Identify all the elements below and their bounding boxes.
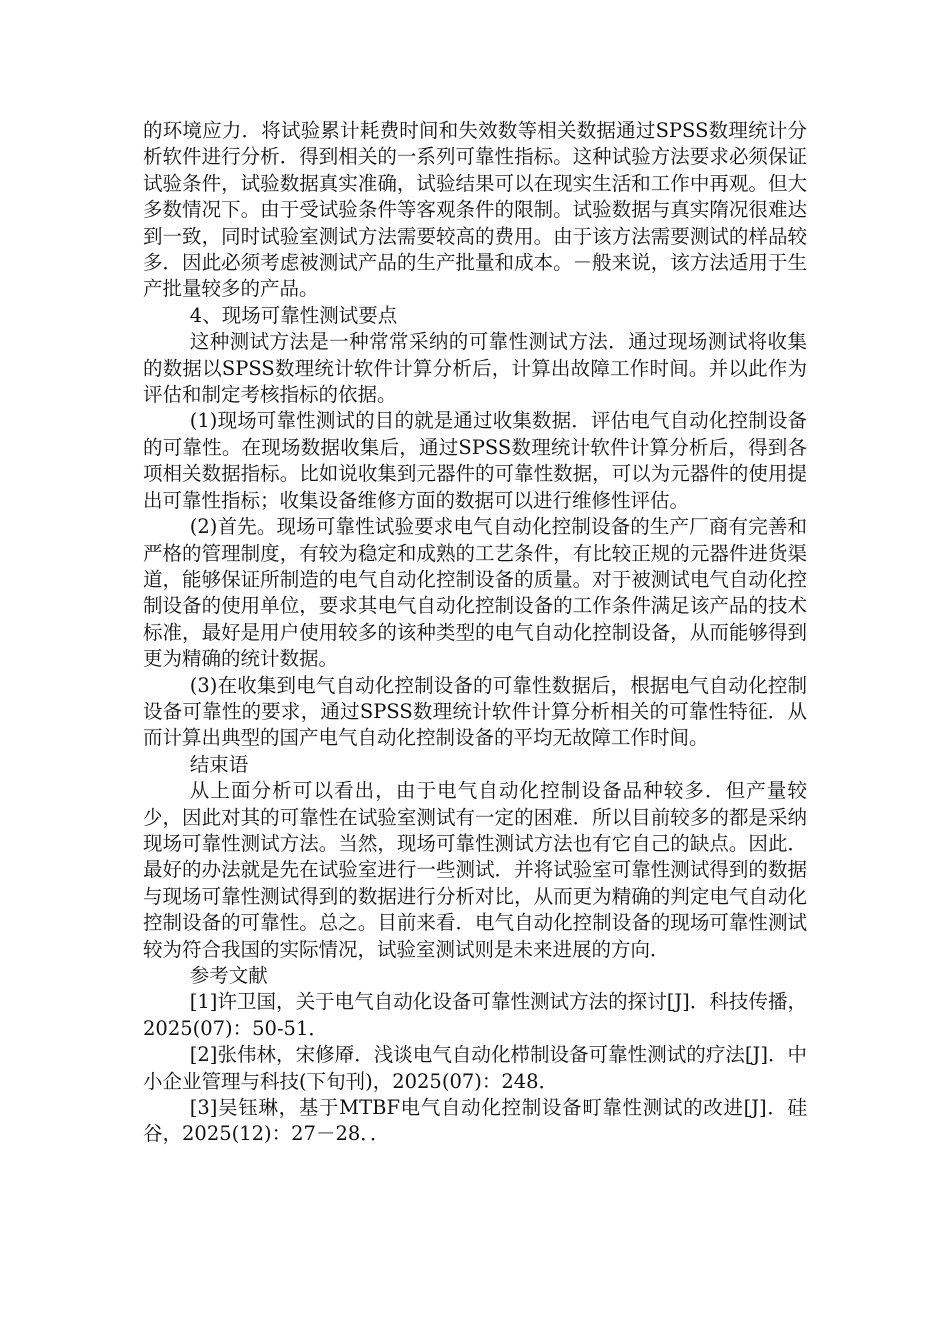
paragraph-continuation: 的环境应力．将试验累计耗费时间和失效数等相关数据通过SPSS数理统计分析软件进行分析．得到相关的一系列可靠性指标。这种试验方法要求必须保证试验条件，试验数据真实准确，试验结果可以在现实生活和工作中再观。但大多数情况下。由于受试验条件等客观条件的限制。试验数据与真实隋况很难达到一致，同时试验室测试方法需要较高的费用。由于该方法需要测试的样品较多．因此必须考虑被测试产品的生产批量和成本。－般来说，该方法适用于生产批量较多的产品。 (143, 119, 807, 301)
section-heading-field-test: 4、现场可靠性测试要点 (189, 303, 398, 327)
paragraph-conclusion: 从上面分析可以看出，由于电气自动化控制设备品种较多．但产量较少，因此对其的可靠性在试验室测试有一定的困难．所以目前较多的都是采纳现场可靠性测试方法。当然，现场可靠性测试方法也有它自己的缺点。因此．最好的办法就是先在试验室进行一些测试．并将试验室可靠性测试得到的数据与现场可靠性测试得到的数据进行分析对比，从而更为精确的判定电气自动化控制设备的可靠性。总之。目前来看．电气自动化控制设备的现场可靠性测试较为符合我国的实际情况，试验室测试则是未来进展的方向． (143, 779, 807, 961)
reference-item: [3]吴钰琳，基于MTBF电气自动化控制设备町靠性测试的改进[J]．硅谷，2025(12)：27－28．． (143, 1096, 807, 1146)
reference-item: [1]许卫国，关于电气自动化设备可靠性测试方法的探讨[J]．科技传播，2025(07)：50-51． (143, 990, 807, 1040)
paragraph-point-1: (1)现场可靠性测试的目的就是通过收集数据．评估电气自动化控制设备的可靠性。在现场数据收集后，通过SPSS数理统计软件计算分析后，得到各项相关数据指标。比如说收集到元器件的可靠性数据，可以为元器件的使用提出可靠性指标；收集设备维修方面的数据可以进行维修性评估。 (143, 409, 807, 512)
paragraph-point-2: (2)首先。现场可靠性试验要求电气自动化控制设备的生产厂商有完善和严格的管理制度，有较为稳定和成熟的工艺条件，有比较正规的元器件进货渠道，能够保证所制造的电气自动化控制设备的质量。对于被测试电气自动化控制设备的使用单位，要求其电气自动化控制设备的工作条件满足该产品的技术标准，最好是用户使用较多的该种类型的电气自动化控制设备，从而能够得到更为精确的统计数据。 (143, 515, 807, 671)
paragraph-point-3: (3)在收集到电气自动化控制设备的可靠性数据后，根据电气自动化控制设备可靠性的要求，通过SPSS数理统计软件计算分析相关的可靠性特征．从而计算出典型的国产电气自动化控制设备的平均无故障工作时间。 (143, 673, 807, 750)
paragraph-field-test-intro: 这种测试方法是一种常常采纳的可靠性测试方法．通过现场测试将收集的数据以SPSS数理统计软件计算分析后，计算出故障工作时间。并以此作为评估和制定考核指标的依据。 (143, 330, 807, 407)
reference-item: [2]张伟林，宋修厣．浅谈电气自动化栉制设备可靠性测试的疗法[J]．中小企业管理与科技(下旬刊)，2025(07)：248． (143, 1043, 807, 1093)
document-page (143, 118, 807, 1148)
section-heading-conclusion: 结束语 (189, 752, 249, 776)
section-heading-references: 参考文献 (189, 964, 268, 987)
